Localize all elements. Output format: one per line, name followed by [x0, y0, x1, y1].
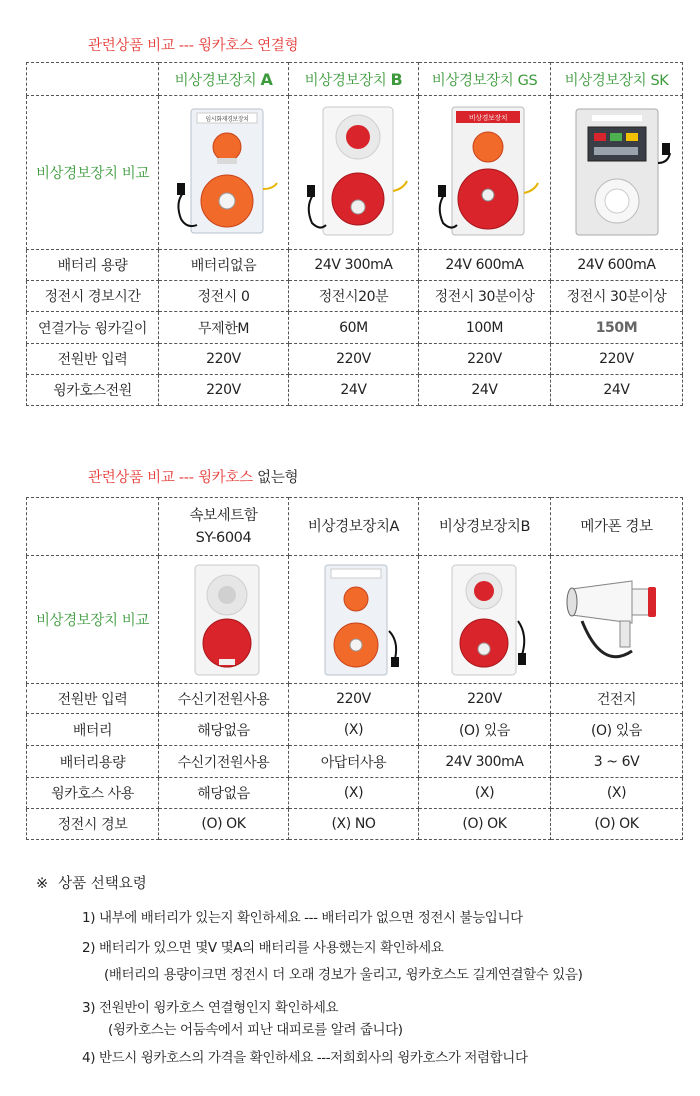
- table2-row-outage-alarm: [27, 809, 683, 840]
- table1-header-row: [27, 63, 683, 96]
- table1-cell: 정전시 30분이상: [419, 281, 551, 312]
- table1-cell: 정전시20분: [289, 281, 419, 312]
- table1-row-label-compare: 비상경보장치 비교: [27, 96, 159, 250]
- table2-image-row: [27, 556, 683, 684]
- row-label: 정전시 경보시간: [27, 281, 159, 312]
- table1-row-outage-time: [27, 281, 683, 312]
- table2-cell: (O) OK: [159, 809, 289, 840]
- table1-cell: 24V 600mA: [551, 250, 683, 281]
- guide-item-3-detail: (윙카호스는 어둠속에서 피난 대피로를 알려 줍니다): [108, 1022, 403, 1038]
- table1-cell: 220V: [419, 344, 551, 375]
- row-label: 연결가능 윙카길이: [27, 312, 159, 344]
- table2-cell: 수신기전원사용: [159, 746, 289, 778]
- guide-item-2: 2) 배터리가 있으면 몇V 몇A의 배터리를 사용했는지 확인하세요: [82, 940, 444, 956]
- guide-item-2-detail: (배터리의 용량이크면 정전시 더 오래 경보가 울리고, 윙카호스도 길게연결할수 있음): [104, 967, 583, 983]
- table2-row-battery: [27, 714, 683, 746]
- reference-mark-icon: ※: [36, 876, 49, 892]
- table2-cell: (X): [289, 714, 419, 746]
- table2-cell: 220V: [289, 684, 419, 714]
- megaphone-image: [551, 556, 683, 684]
- selection-guide-heading: ※ 상품 선택요령: [36, 876, 147, 892]
- table1-row-hose-length: [27, 312, 683, 344]
- table2-row-battery-capacity: [27, 746, 683, 778]
- table2-cell: (X): [551, 778, 683, 809]
- device-gs-image: [419, 96, 551, 250]
- table1-cell: 220V: [289, 344, 419, 375]
- table2-cell: 해당없음: [159, 778, 289, 809]
- guide-item-1: 1) 내부에 배터리가 있는지 확인하세요 --- 배터리가 없으면 정전시 불능입니다: [82, 910, 523, 926]
- table1-cell: 24V 300mA: [289, 250, 419, 281]
- table1-cell: 배터리없음: [159, 250, 289, 281]
- table2-cell: (O) 있음: [551, 714, 683, 746]
- table1-cell: 24V: [419, 375, 551, 406]
- table1-cell: 정전시 0: [159, 281, 289, 312]
- table1-cell: 220V: [159, 375, 289, 406]
- table2-cell: 수신기전원사용: [159, 684, 289, 714]
- selection-guide: [36, 872, 686, 905]
- guide-item-4: 4) 반드시 윙카호스의 가격을 확인하세요 ---저희회사의 윙카호스가 저렴합니다: [82, 1050, 528, 1066]
- row-label: 전원반 입력: [27, 684, 159, 714]
- row-label: 전원반 입력: [27, 344, 159, 375]
- section1-title: 관련상품 비교 --- 윙카호스 연결형: [88, 38, 299, 54]
- row-label: 윙카호스전원: [27, 375, 159, 406]
- row-label: 배터리: [27, 714, 159, 746]
- table1-header-sk: 비상경보장치 SK: [551, 63, 683, 96]
- row-label: 윙카호스 사용: [27, 778, 159, 809]
- table2-cell: (X): [419, 778, 551, 809]
- table1-row-battery: [27, 250, 683, 281]
- comparison-table-no-hose: [26, 497, 683, 840]
- device-b2-image: [419, 556, 551, 684]
- table2-cell: 건전지: [551, 684, 683, 714]
- table2-header-row: [27, 498, 683, 556]
- table1-image-row: [27, 96, 683, 250]
- guide-item-3: 3) 전원반이 윙카호스 연결형인지 확인하세요: [82, 1000, 339, 1016]
- table2-cell: (X): [289, 778, 419, 809]
- row-label: 배터리용량: [27, 746, 159, 778]
- table1-cell: 24V 600mA: [419, 250, 551, 281]
- table1-cell: 60M: [289, 312, 419, 344]
- table1-cell: 220V: [159, 344, 289, 375]
- table1-row-hose-power: [27, 375, 683, 406]
- device-sy6004-image: [159, 556, 289, 684]
- device-a-image: [159, 96, 289, 250]
- table2-corner-empty: [27, 498, 159, 556]
- row-label: 배터리 용량: [27, 250, 159, 281]
- table2-cell: 24V 300mA: [419, 746, 551, 778]
- row-label: 정전시 경보: [27, 809, 159, 840]
- device-sk-image: [551, 96, 683, 250]
- table2-cell: (O) OK: [419, 809, 551, 840]
- section2-title: 관련상품 비교 --- 윙카호스 없는형: [88, 470, 299, 486]
- table1-cell: 150M: [551, 312, 683, 344]
- table2-row-power-input: [27, 684, 683, 714]
- table2-header-megaphone: 메가폰 경보: [551, 498, 683, 556]
- device-gs-panel-label: 비상경보장치: [468, 113, 507, 122]
- table2-cell: 해당없음: [159, 714, 289, 746]
- table1-cell: 220V: [551, 344, 683, 375]
- table1-cell: 정전시 30분이상: [551, 281, 683, 312]
- table1-cell: 24V: [551, 375, 683, 406]
- table1-cell: 24V: [289, 375, 419, 406]
- device-a2-image: [289, 556, 419, 684]
- table1-cell: 무제한M: [159, 312, 289, 344]
- table2-cell: 220V: [419, 684, 551, 714]
- table2-header-b: 비상경보장치B: [419, 498, 551, 556]
- table1-cell: 100M: [419, 312, 551, 344]
- table1-row-power-input: [27, 344, 683, 375]
- table2-cell: 3 ~ 6V: [551, 746, 683, 778]
- comparison-table-connected: [26, 62, 683, 406]
- table2-cell: 아답터사용: [289, 746, 419, 778]
- table2-header-a: 비상경보장치A: [289, 498, 419, 556]
- table2-cell: (O) 있음: [419, 714, 551, 746]
- table1-header-a: 비상경보장치 A: [159, 63, 289, 96]
- device-b-image: [289, 96, 419, 250]
- table2-row-hose-use: [27, 778, 683, 809]
- table1-header-gs: 비상경보장치 GS: [419, 63, 551, 96]
- table1-header-b: 비상경보장치 B: [289, 63, 419, 96]
- device-a-panel-label: 임시화재경보장치: [204, 115, 249, 123]
- table2-header-sy6004: 속보세트함 SY-6004: [159, 498, 289, 556]
- table2-cell: (X) NO: [289, 809, 419, 840]
- table2-row-label-compare: 비상경보장치 비교: [27, 556, 159, 684]
- table1-corner-empty: [27, 63, 159, 96]
- table2-cell: (O) OK: [551, 809, 683, 840]
